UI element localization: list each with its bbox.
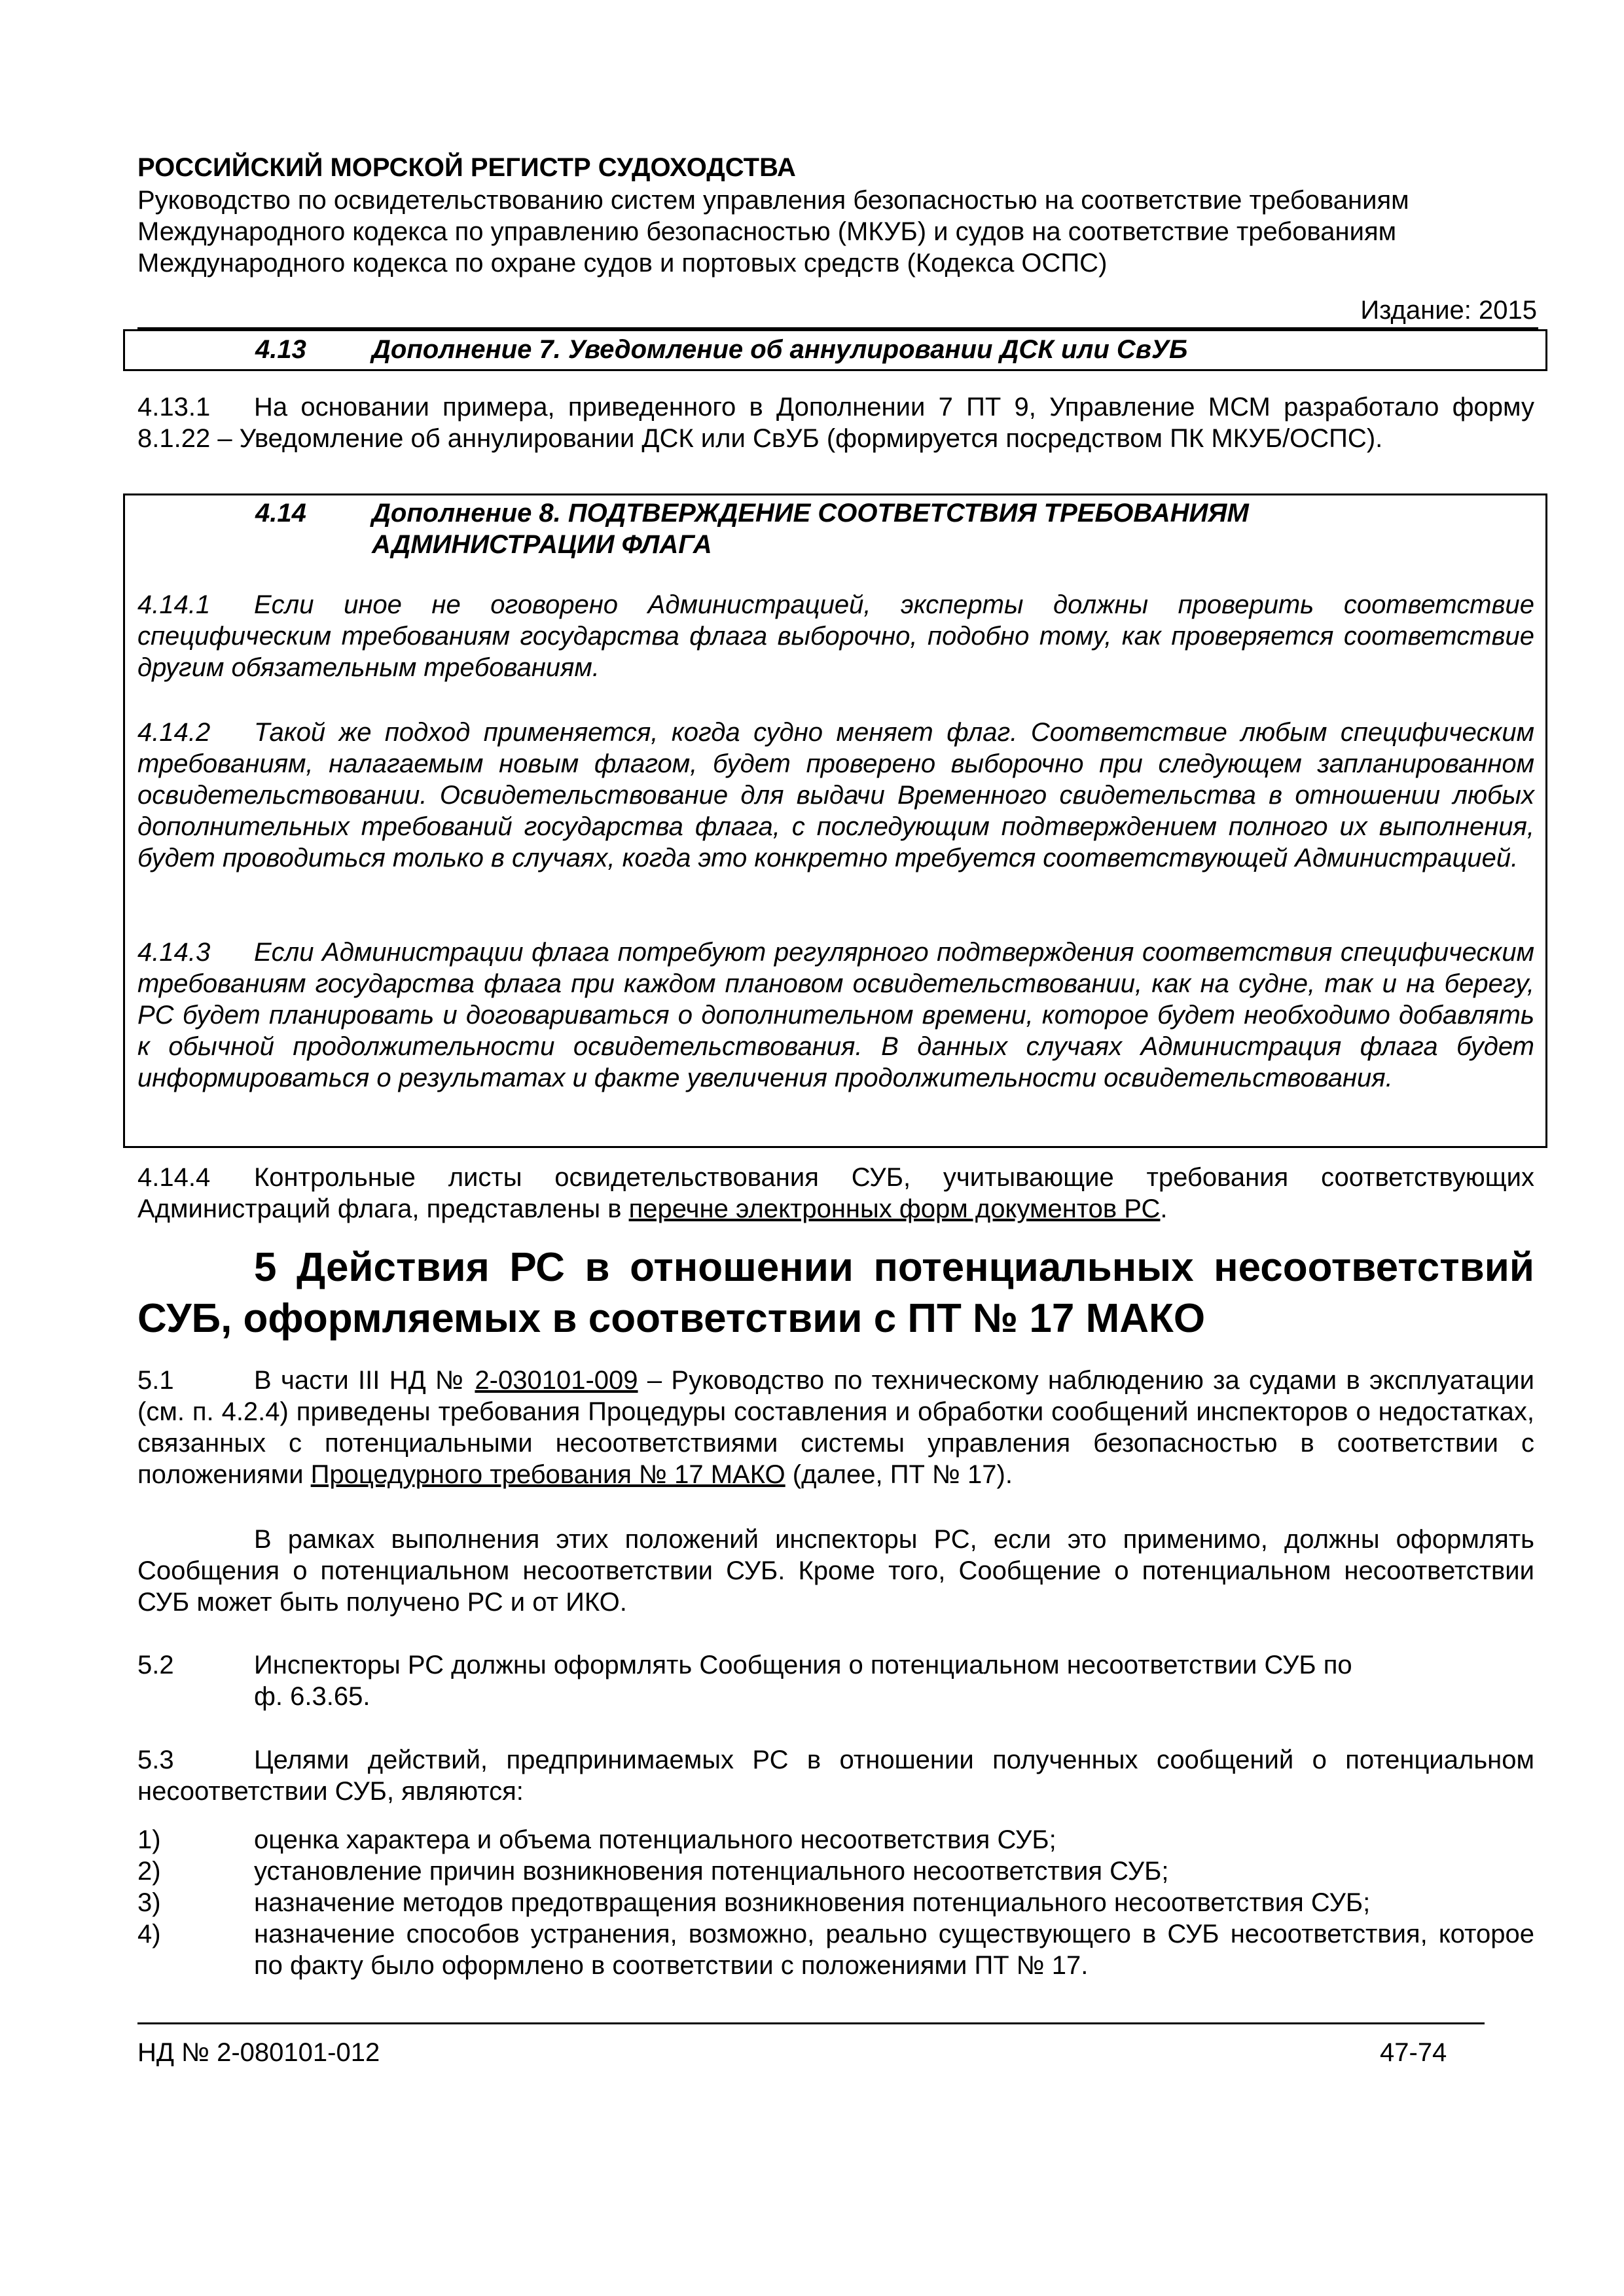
footer-page-number: 47-74 <box>1380 2038 1447 2067</box>
section-4-14-title <box>372 497 1301 560</box>
paragraph-text: В рамках выполнения этих положений инспекторы РС, если это применимо, должны оформлять Сообщения о потенциальном несоответствии СУБ. Кроме того, Сообщение о потенциальном несоответствии СУБ может быть получено РС и от ИКО. <box>137 1525 1534 1617</box>
paragraph-number: 4.14.1 <box>137 590 211 619</box>
paragraph-text: Если иное не оговорено Администрацией, эксперты должны проверить соответствие специфическим требованиям государства флага выборочно, подобно тому, как проверяется соответствие другим обязательным требованиям. <box>137 590 1534 682</box>
paragraph-number: 4.14.2 <box>137 718 211 747</box>
section-5-heading-text: 5 Действия РС в отношении потенциальных несоответствий СУБ, оформляемых в соответствии с ПТ № 17 МАКО <box>137 1245 1534 1341</box>
section-4-14-number: 4.14 <box>255 499 306 528</box>
paragraph-text-end: . <box>1160 1194 1168 1223</box>
paragraph-number: 4.14.4 <box>137 1163 211 1192</box>
section-5-heading <box>137 1242 1534 1344</box>
list-number: 1) <box>137 1825 161 1854</box>
paragraph-text: Такой же подход применяется, когда судно меняет флаг. Соответствие любым специфическим требованиям, налагаемым новым флагом, будет проверено выборочно при следующем запланированном освидетельствовании. Освидетельствование для выдачи Временного свидетельства в отношении любых дополнительных требований государства флага, с последующим подтверждением полного их выполнения, будет проводиться только в случаях, когда это конкретно требуется соответствующей Администрацией. <box>137 718 1534 872</box>
list-number: 4) <box>137 1920 161 1948</box>
paragraph-text: В части III НД № <box>254 1366 475 1395</box>
paragraph-text-2: ф. 6.3.65. <box>254 1682 370 1711</box>
paragraph-number: 5.3 <box>137 1746 174 1774</box>
list-number: 2) <box>137 1857 161 1886</box>
paragraph-5-3 <box>137 1744 1534 1807</box>
list-text: назначение способов устранения, возможно, реально существующего в СУБ несоответствия, которое по факту было оформлено в соответствии с положениями ПТ № 17. <box>254 1920 1534 1980</box>
paragraph-4-14-3 <box>137 937 1534 1094</box>
paragraph-4-14-1 <box>137 589 1534 683</box>
paragraph-number: 4.13.1 <box>137 393 211 422</box>
paragraph-5-2 <box>137 1649 1534 1712</box>
procedural-requirement-link[interactable]: Процедурного требования № 17 МАКО <box>310 1460 785 1489</box>
edition-label: Издание: 2015 <box>1360 296 1537 325</box>
paragraph-number: 5.1 <box>137 1366 174 1395</box>
paragraph-number: 4.14.3 <box>137 938 211 967</box>
paragraph-text: Контрольные листы освидетельствования СУБ, учитывающие требования соответствующих Администраций флага, представлены в <box>137 1163 1534 1223</box>
section-4-13-title: Дополнение 7. Уведомление об аннулировании ДСК или СвУБ <box>372 335 1188 364</box>
paragraph-number: 5.2 <box>137 1651 174 1679</box>
organization-name: РОССИЙСКИЙ МОРСКОЙ РЕГИСТР СУДОХОДСТВА <box>137 153 796 182</box>
section-4-13-number: 4.13 <box>255 335 306 364</box>
nd-document-link[interactable]: 2-030101-009 <box>475 1366 638 1395</box>
paragraph-5-1-continued <box>137 1524 1534 1618</box>
footer-document-number: НД № 2-080101-012 <box>137 2038 380 2067</box>
paragraph-4-14-2 <box>137 717 1534 874</box>
paragraph-text-2: – Руководство по техническому наблюдению за судами в эксплуатации (см. п. 4.2.4) приведены требования Процедуры составления и обработки сообщений инспекторов о недостатках, связанных с потенциальными несоответствиями системы управления безопасностью в соответствии с положениями <box>137 1366 1534 1489</box>
paragraph-text: Если Администрации флага потребуют регулярного подтверждения соответствия специфическим требованиям государства флага при каждом плановом освидетельствовании, как на судне, так и на берегу, РС будет планировать и договариваться о дополнительном времени, которое будет необходимо добавлять к обычной продолжительности освидетельствования. В данных случаях Администрация флага будет информироваться о результатах и факте увеличения продолжительности освидетельствования. <box>137 938 1534 1092</box>
forms-list-link[interactable]: перечне электронных форм документов РС <box>628 1194 1161 1223</box>
section-4-14-title-text: Дополнение 8. ПОДТВЕРЖДЕНИЕ СООТВЕТСТВИЯ ТРЕБОВАНИЯМ АДМИНИСТРАЦИИ ФЛАГА <box>372 499 1249 559</box>
paragraph-text: Целями действий, предпринимаемых РС в отношении полученных сообщений о потенциальном несоответствии СУБ, являются: <box>137 1746 1534 1806</box>
paragraph-text: Инспекторы РС должны оформлять Сообщения о потенциальном несоответствии СУБ по <box>254 1651 1352 1679</box>
document-subtitle: Руководство по освидетельствованию систем управления безопасностью на соответствие требованиям Международного кодекса по управлению безопасностью (МКУБ) и судов на соответствие требованиям Международного кодекса по охране судов и портовых средств (Кодекса ОСПС) <box>137 186 1409 278</box>
list-number: 3) <box>137 1888 161 1917</box>
list-text: оценка характера и объема потенциального несоответствия СУБ; <box>254 1825 1056 1854</box>
list-text: установление причин возникновения потенциального несоответствия СУБ; <box>254 1857 1169 1886</box>
list-text: назначение методов предотвращения возникновения потенциального несоответствия СУБ; <box>254 1888 1371 1917</box>
paragraph-text: На основании примера, приведенного в Дополнении 7 ПТ 9, Управление МСМ разработало форму 8.1.22 – Уведомление об аннулировании ДСК или СвУБ (формируется посредством ПК МКУБ/ОСПС). <box>137 393 1534 453</box>
paragraph-4-13-1 <box>137 391 1534 454</box>
footer-divider <box>137 2022 1485 2024</box>
paragraph-text-3: (далее, ПТ № 17). <box>785 1460 1013 1489</box>
paragraph-5-1 <box>137 1365 1534 1490</box>
paragraph-4-14-4 <box>137 1162 1534 1225</box>
